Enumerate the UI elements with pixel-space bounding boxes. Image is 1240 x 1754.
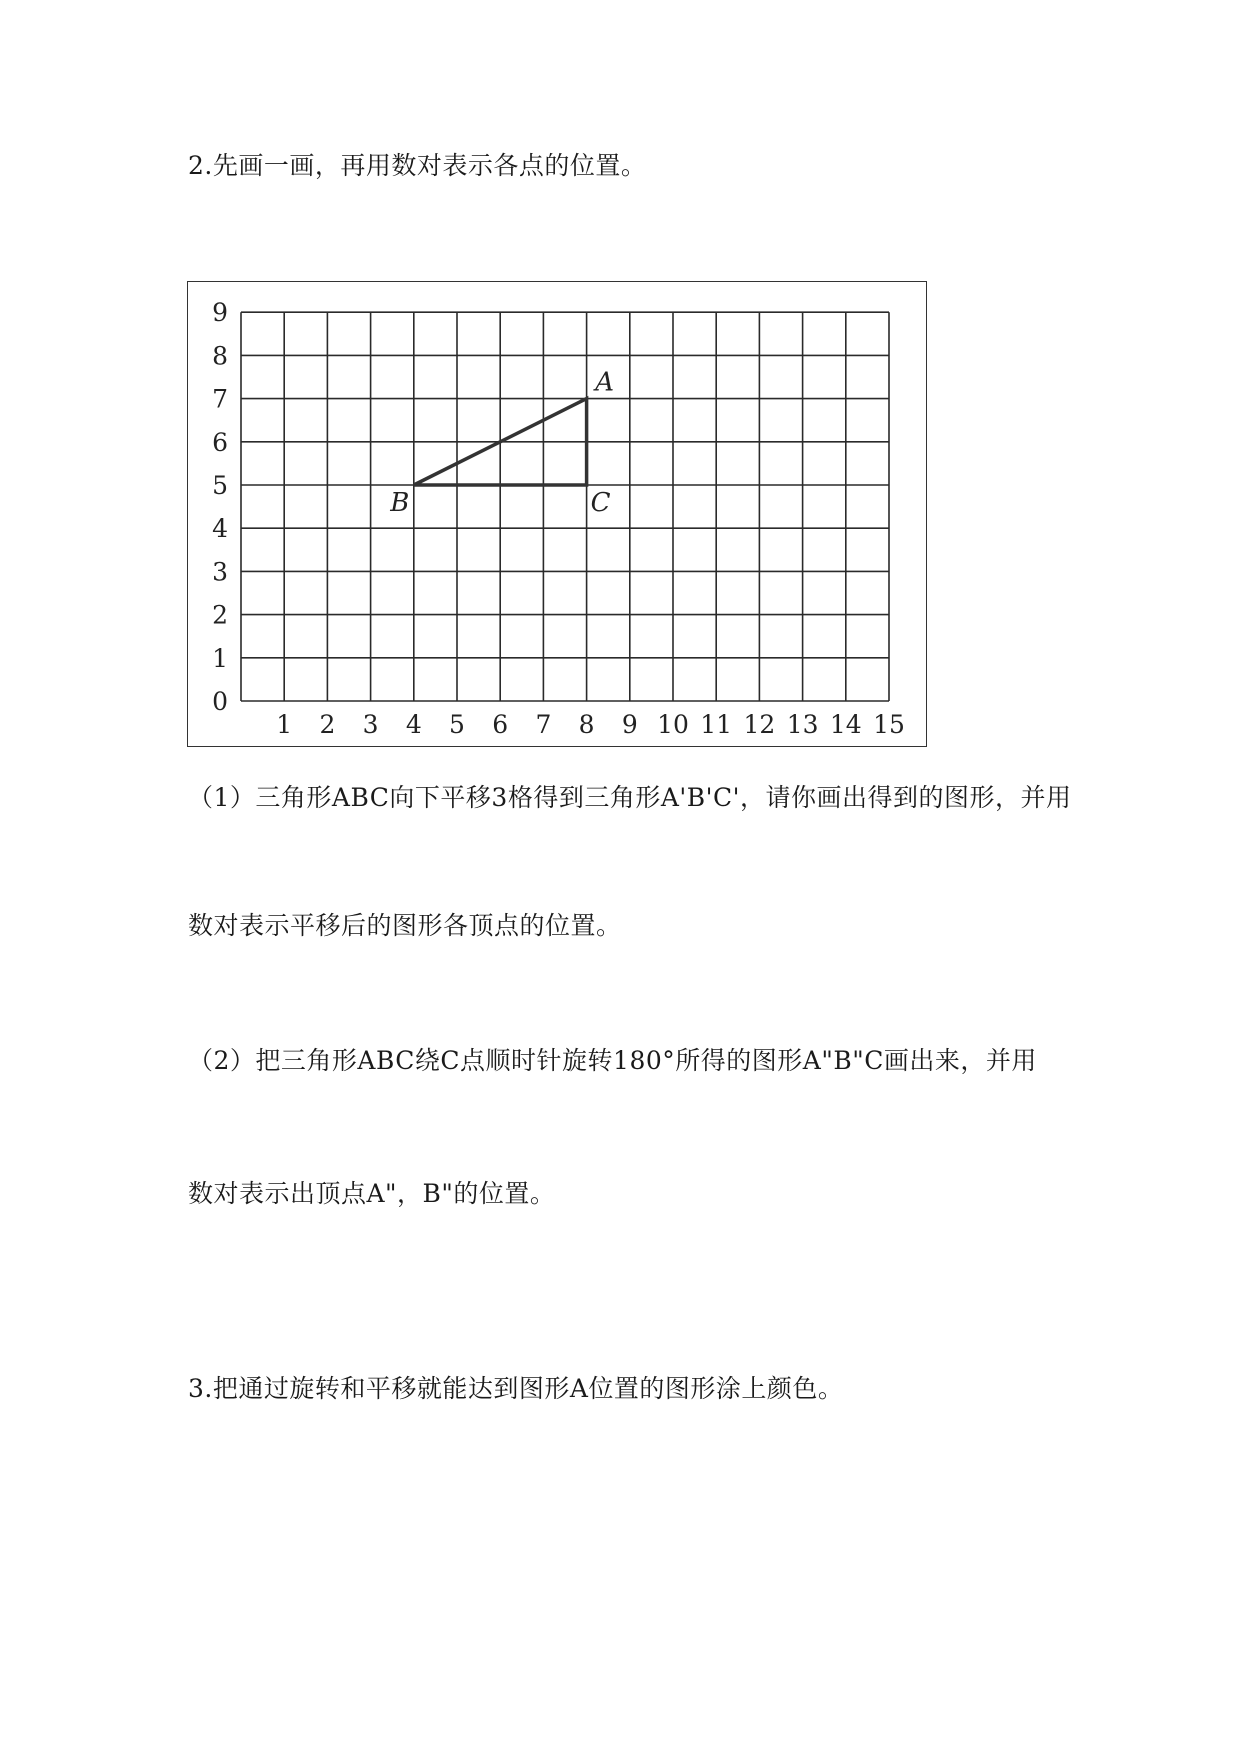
question-2-part-2-line-1: （2）把三角形ABC绕C点顺时针旋转180°所得的图形A"B"C画出来，并用	[188, 1046, 1037, 1075]
x-tick-label: 3	[362, 710, 379, 739]
y-tick-label: 1	[212, 643, 228, 673]
x-tick-label: 4	[405, 710, 422, 739]
vertex-label-a: A	[595, 367, 614, 398]
x-tick-label: 14	[829, 710, 862, 739]
x-tick-label: 1	[276, 710, 293, 739]
x-tick-label: 9	[621, 710, 638, 739]
y-tick-label: 2	[212, 600, 228, 630]
question-2-part-1-line-1: （1）三角形ABC向下平移3格得到三角形A'B'C'，请你画出得到的图形，并用	[188, 783, 1072, 812]
vertex-label-c: C	[590, 488, 611, 518]
question-2-part-2-line-2: 数对表示出顶点A"，B"的位置。	[188, 1179, 556, 1208]
x-tick-label: 15	[873, 710, 905, 739]
question-2-part-1-line-2: 数对表示平移后的图形各顶点的位置。	[188, 911, 622, 940]
x-tick-label: 12	[743, 710, 776, 739]
question-3-title: 3.把通过旋转和平移就能达到图形A位置的图形涂上颜色。	[188, 1374, 844, 1403]
y-tick-label: 7	[212, 384, 228, 414]
y-tick-label: 6	[212, 427, 228, 457]
y-tick-label: 3	[212, 557, 228, 587]
question-2-title: 2.先画一画，再用数对表示各点的位置。	[188, 151, 647, 180]
y-tick-label: 9	[212, 298, 228, 328]
x-tick-label: 10	[657, 710, 689, 739]
x-tick-label: 8	[578, 710, 595, 739]
y-tick-label: 0	[212, 687, 228, 716]
coordinate-grid-figure	[187, 281, 927, 747]
vertex-label-b: B	[390, 488, 410, 518]
y-tick-label: 5	[212, 471, 228, 500]
y-tick-label: 4	[212, 514, 228, 544]
x-tick-label: 13	[786, 710, 819, 739]
x-tick-label: 2	[319, 710, 336, 739]
coordinate-grid-svg	[188, 282, 928, 748]
x-tick-label: 7	[535, 710, 552, 739]
x-tick-label: 11	[700, 710, 733, 739]
y-tick-label: 8	[212, 341, 228, 371]
x-tick-label: 5	[449, 710, 465, 739]
x-tick-label: 6	[492, 710, 509, 739]
